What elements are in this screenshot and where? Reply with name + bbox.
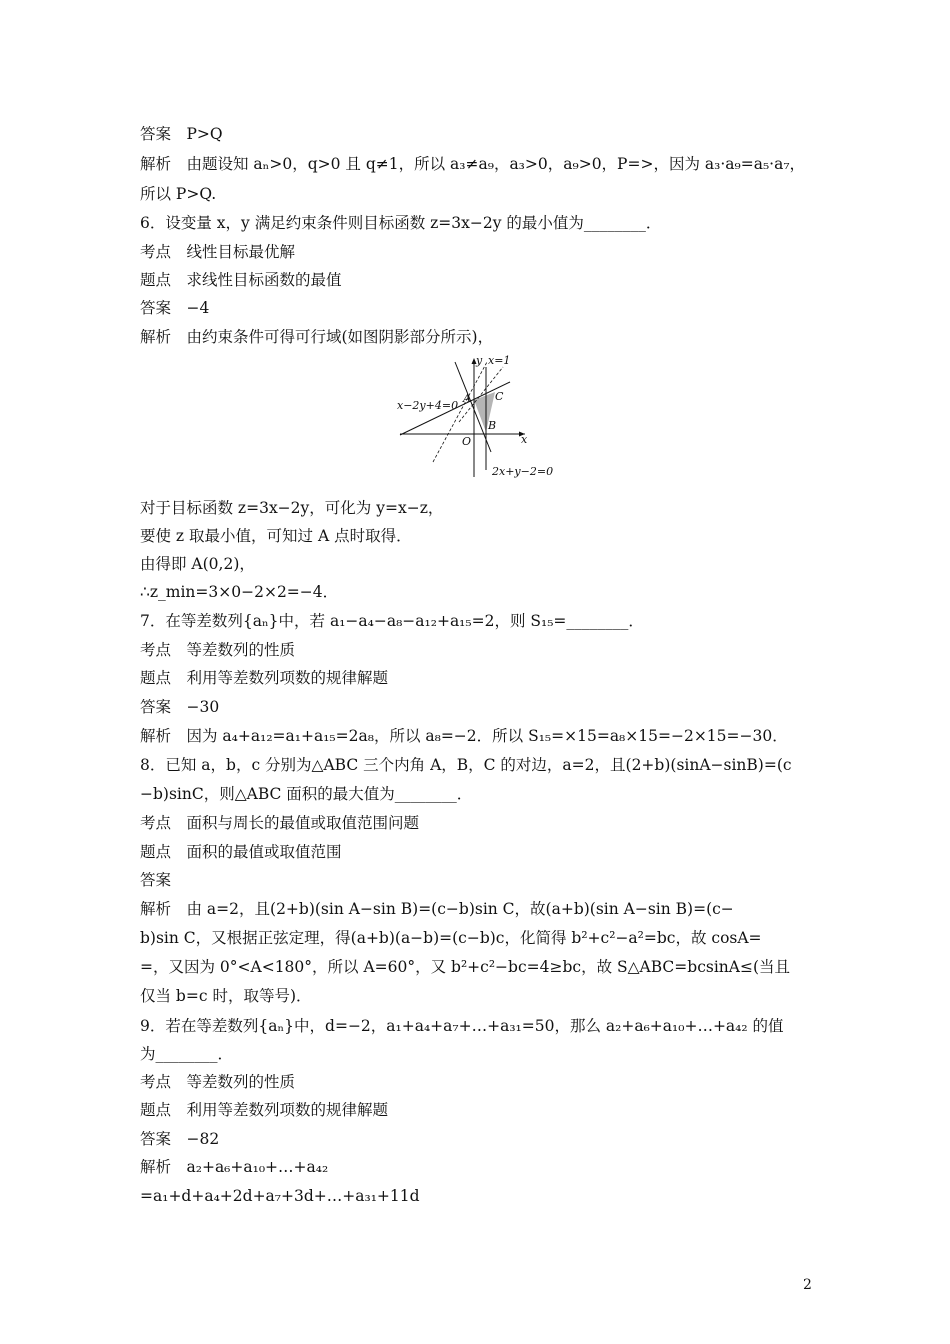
subtopic-line: 题点 利用等差数列项数的规律解题	[140, 1101, 389, 1119]
question-7: 7．在等差数列{aₙ}中，若 a₁−a₄−a₈−a₁₂+a₁₅=2，则 S₁₅=________．	[140, 612, 644, 630]
topic-line: 考点 线性目标最优解	[140, 243, 296, 261]
topic-line: 考点 等差数列的性质	[140, 641, 296, 659]
y-axis-label: y	[476, 354, 483, 367]
x-axis-label: x	[521, 433, 528, 446]
analysis-line: 仅当 b=c 时，取等号)．	[140, 987, 312, 1005]
question-6: 6．设变量 x，y 满足约束条件则目标函数 z=3x−2y 的最小值为________．	[140, 214, 662, 232]
analysis-line: 解析 由题设知 aₙ>0，q>0 且 q≠1，所以 a₃≠a₉，a₃>0，a₉>0，P=>，因为 a₃·a₉=a₅·a₇，	[140, 155, 806, 173]
topic-line: 考点 面积与周长的最值或取值范围问题	[140, 814, 420, 832]
text-line: ∴z_min=3×0−2×2=−4．	[140, 583, 339, 601]
analysis-line: 解析 由 a=2，且(2+b)(sin A−sin B)=(c−b)sin C，故(a+b)(sin A−sin B)=(c−	[140, 900, 734, 918]
question-9: 9．若在等差数列{aₙ}中，d=−2，a₁+a₄+a₇+…+a₃₁=50，那么 a₂+a₆+a₁₀+…+a₄₂ 的值	[140, 1017, 784, 1035]
answer-line: 答案 −30	[140, 698, 220, 716]
question-8-cont: −b)sinC，则△ABC 面积的最大值为________．	[140, 785, 473, 803]
point-a-label: A	[463, 392, 471, 405]
answer-line: 答案	[140, 871, 172, 889]
text-line: 由得即 A(0,2)，	[140, 555, 255, 573]
text-line: 对于目标函数 z=3x−2y，可化为 y=x−z，	[140, 499, 444, 517]
origin-label: O	[462, 435, 472, 448]
point-b-label: B	[488, 419, 497, 432]
page-number: 2	[803, 1277, 812, 1293]
analysis-line: =，又因为 0°<A<180°，所以 A=60°，又 b²+c²−bc=4≥bc，故 S△ABC=bcsinA≤(当且	[140, 958, 790, 976]
subtopic-line: 题点 面积的最值或取值范围	[140, 843, 342, 861]
analysis-line: =a₁+d+a₄+2d+a₇+3d+…+a₃₁+11d	[140, 1187, 420, 1205]
answer-line: 答案 −82	[140, 1130, 220, 1148]
point-c-label: C	[495, 390, 504, 403]
subtopic-line: 题点 求线性目标函数的最值	[140, 271, 342, 289]
analysis-line: 解析 a₂+a₆+a₁₀+…+a₄₂	[140, 1158, 329, 1176]
x1-label: x=1	[488, 354, 511, 367]
analysis-line: 解析 由约束条件可得可行域(如图阴影部分所示)，	[140, 328, 494, 346]
line2-label: 2x+y−2=0	[492, 465, 554, 478]
question-8: 8．已知 a，b，c 分别为△ABC 三个内角 A，B，C 的对边，a=2，且(2+b)(sinA−sinB)=(c	[140, 756, 792, 774]
line1-label: x−2y+4=0	[397, 399, 459, 412]
answer-line: 答案 P>Q	[140, 125, 223, 143]
analysis-line: 所以 P>Q.	[140, 185, 217, 203]
topic-line: 考点 等差数列的性质	[140, 1073, 296, 1091]
question-9-cont: 为________．	[140, 1045, 234, 1063]
answer-line: 答案 −4	[140, 299, 210, 317]
analysis-line: b)sin C，又根据正弦定理，得(a+b)(a−b)=(c−b)c，化简得 b²+c²−a²=bc，故 cosA=	[140, 929, 762, 947]
feasible-region-graph	[395, 352, 560, 482]
text-line: 要使 z 取最小值，可知过 A 点时取得．	[140, 527, 412, 545]
subtopic-line: 题点 利用等差数列项数的规律解题	[140, 669, 389, 687]
analysis-line: 解析 因为 a₄+a₁₂=a₁+a₁₅=2a₈，所以 a₈=−2．所以 S₁₅=×15=a₈×15=−2×15=−30．	[140, 727, 788, 745]
